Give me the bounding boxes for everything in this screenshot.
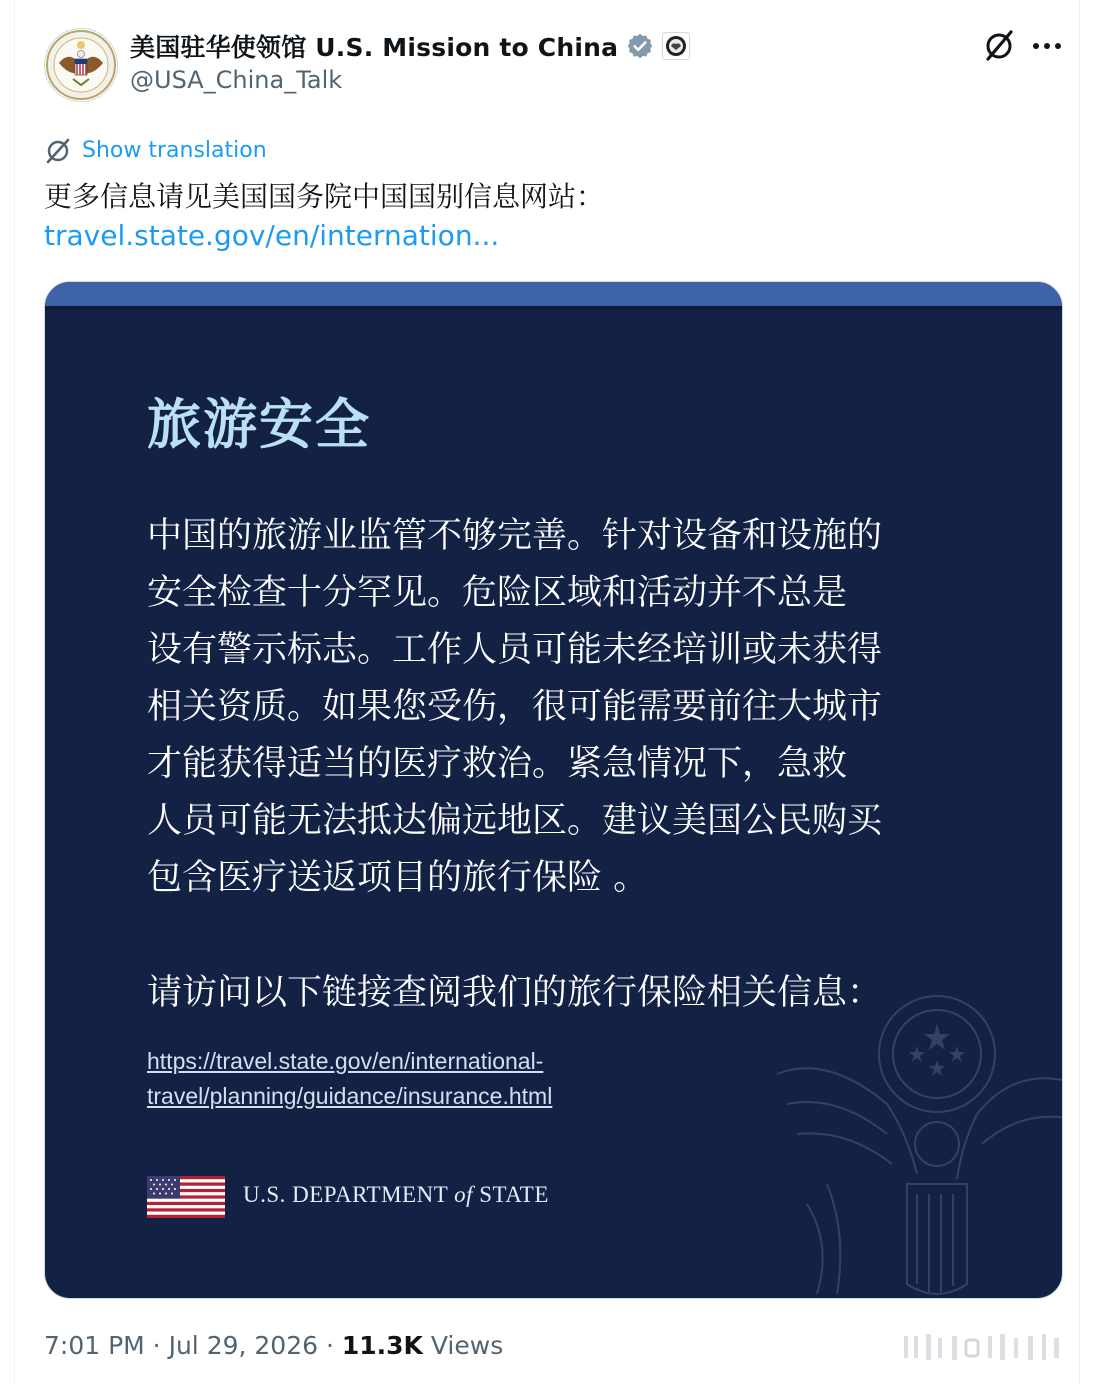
author-name-row[interactable]	[130, 28, 690, 64]
show-translation-button[interactable]	[44, 136, 267, 164]
tweet-link[interactable]: travel.state.gov/en/internation...	[44, 219, 500, 252]
views-label: Views	[422, 1331, 504, 1360]
card-url-line: https://travel.state.gov/en/international-	[147, 1048, 544, 1074]
verified-badge-icon[interactable]	[626, 32, 654, 60]
show-translation-label[interactable]: Show translation	[82, 137, 267, 163]
tweet-image-card[interactable]	[44, 281, 1063, 1299]
card-body-line: 安全检查十分罕见。危险区域和活动并不总是	[147, 573, 848, 613]
avatar[interactable]	[44, 28, 118, 102]
card-body-line: 中国的旅游业监管不够完善。针对设备和设施的	[147, 516, 883, 556]
meta-separator: ·	[318, 1331, 342, 1360]
card-body-line: 相关资质。如果您受伤，很可能需要前往大城市	[147, 687, 883, 727]
card-visit-text: 请访问以下链接查阅我们的旅行保险相关信息：	[147, 973, 883, 1013]
timeline-border-right	[1079, 0, 1080, 1384]
card-body-line: 才能获得适当的医疗救治。紧急情况下，急救	[147, 744, 848, 784]
card-url-line: travel/planning/guidance/insurance.html	[147, 1083, 553, 1109]
card-body-line: 包含医疗送返项目的旅行保险 。	[147, 858, 649, 898]
tweet-text: 更多信息请见美国国务院中国国别信息网站：	[44, 180, 605, 213]
us-flag-icon	[147, 1176, 225, 1218]
department-post: STATE	[473, 1182, 549, 1207]
department-wordmark	[243, 1182, 549, 1208]
card-top-shadow	[45, 306, 1062, 310]
card-insurance-url	[147, 1044, 552, 1114]
card-body	[147, 508, 997, 907]
author-handle[interactable]: @USA_China_Talk	[130, 66, 343, 94]
seal-avatar-icon	[45, 29, 117, 101]
meta-separator: ·	[144, 1331, 169, 1360]
watermark-logo-icon	[900, 1328, 1075, 1366]
card-body-line: 设有警示标志。工作人员可能未经培训或未获得	[147, 630, 883, 670]
more-horizontal-icon[interactable]	[1028, 26, 1068, 66]
tweet-metadata	[44, 1331, 503, 1360]
tweet-time[interactable]: 7:01 PM	[44, 1331, 145, 1360]
government-seal-icon[interactable]	[662, 32, 690, 60]
card-body-line: 人员可能无法抵达偏远地区。建议美国公民购买	[147, 801, 883, 841]
views-count[interactable]: 11.3K	[341, 1331, 423, 1360]
timeline-border-left	[14, 0, 15, 1384]
display-name[interactable]: 美国驻华使领馆 U.S. Mission to China	[130, 33, 619, 62]
translate-icon	[44, 136, 72, 164]
card-title: 旅游安全	[147, 393, 371, 456]
tweet-date[interactable]: Jul 29, 2026	[168, 1331, 319, 1360]
grok-icon[interactable]	[980, 26, 1018, 64]
eagle-seal-watermark	[757, 994, 1063, 1299]
department-of: of	[454, 1182, 473, 1207]
card-top-bar	[45, 282, 1062, 306]
department-pre: U.S. DEPARTMENT	[243, 1182, 455, 1207]
